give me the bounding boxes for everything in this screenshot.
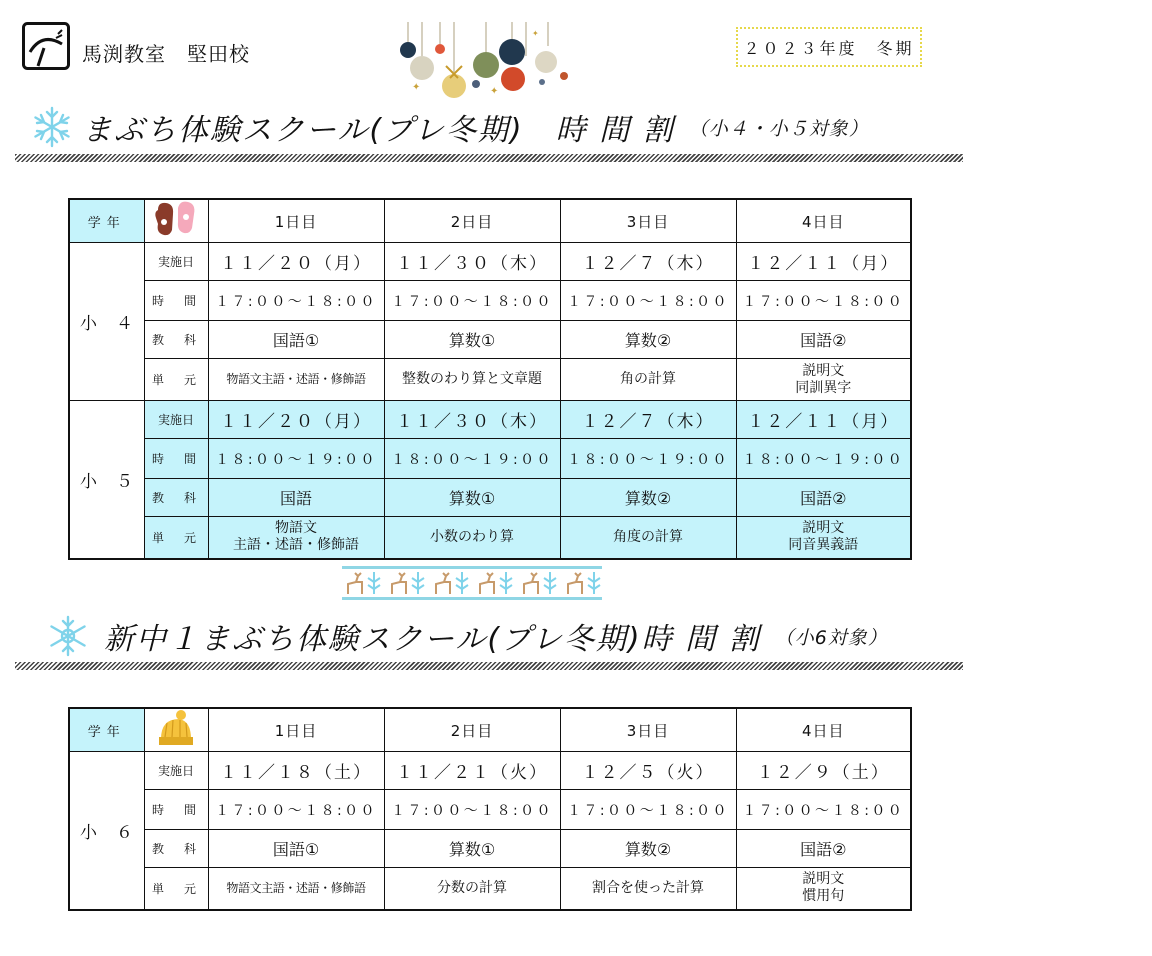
time-cell: １８:００～１９:００ xyxy=(736,439,911,479)
row-label-time: 時 間 xyxy=(144,281,208,321)
grade-label: 小 ６ xyxy=(69,752,144,910)
grade-header: 学年 xyxy=(69,708,144,752)
day-header: 2日目 xyxy=(384,199,560,243)
date-cell: １２／７（木） xyxy=(560,243,736,281)
time-cell: １７:００～１８:００ xyxy=(736,790,911,830)
section-title-row xyxy=(30,105,869,149)
time-cell: １７:００～１８:００ xyxy=(384,281,560,321)
date-cell: １２／１１（月） xyxy=(736,243,911,281)
unit-cell: 説明文 同訓異字 xyxy=(736,359,911,401)
unit-cell: 分数の計算 xyxy=(384,868,560,910)
unit-cell: 角の計算 xyxy=(560,359,736,401)
mittens-icon xyxy=(152,200,200,238)
time-cell: １７:００～１８:００ xyxy=(560,790,736,830)
row-label-unit: 単 元 xyxy=(144,517,208,559)
snowflake-icon xyxy=(46,614,90,658)
svg-text:✦: ✦ xyxy=(532,29,539,38)
time-cell: １７:００～１８:００ xyxy=(736,281,911,321)
school-logo-icon xyxy=(22,22,70,70)
unit-cell: 小数のわり算 xyxy=(384,517,560,559)
row-label-unit: 単 元 xyxy=(144,868,208,910)
row-label-time: 時 間 xyxy=(144,790,208,830)
day-header: 1日目 xyxy=(208,199,384,243)
time-cell: １７:００～１８:００ xyxy=(208,281,384,321)
date-cell: １２／５（火） xyxy=(560,752,736,790)
row-label-subject: 教 科 xyxy=(144,321,208,359)
unit-cell: 物語文 主語・述語・修飾語 xyxy=(208,517,384,559)
row-label-date: 実施日 xyxy=(144,752,208,790)
subject-cell: 算数① xyxy=(384,479,560,517)
date-cell: １１／２０（月） xyxy=(208,243,384,281)
time-cell: １８:００～１９:００ xyxy=(208,439,384,479)
title-underline xyxy=(15,662,963,670)
row-label-unit: 単 元 xyxy=(144,359,208,401)
header-icon-cell xyxy=(144,199,208,243)
grade-header: 学年 xyxy=(69,199,144,243)
subject-cell: 国語 xyxy=(208,479,384,517)
row-label-subject: 教 科 xyxy=(144,830,208,868)
unit-cell: 整数のわり算と文章題 xyxy=(384,359,560,401)
date-cell: １１／２１（火） xyxy=(384,752,560,790)
svg-text:✦: ✦ xyxy=(490,86,499,97)
section-subtitle: （小6対象） xyxy=(774,626,888,649)
date-cell: １１／２０（月） xyxy=(208,401,384,439)
unit-cell: 物語文主語・述語・修飾語 xyxy=(208,359,384,401)
unit-cell: 説明文 同音異義語 xyxy=(736,517,911,559)
time-cell: １８:００～１９:００ xyxy=(384,439,560,479)
unit-cell: 説明文 慣用句 xyxy=(736,868,911,910)
unit-cell: 物語文主語・述語・修飾語 xyxy=(208,868,384,910)
row-label-date: 実施日 xyxy=(144,401,208,439)
date-cell: １１／３０（木） xyxy=(384,401,560,439)
subject-cell: 国語① xyxy=(208,321,384,359)
date-cell: １２／１１（月） xyxy=(736,401,911,439)
date-cell: １２／９（土） xyxy=(736,752,911,790)
header-icon-cell xyxy=(144,708,208,752)
subject-cell: 国語① xyxy=(208,830,384,868)
day-header: 4日目 xyxy=(736,708,911,752)
school-name: 馬渕教室 堅田校 xyxy=(82,42,250,66)
nordic-border-decoration xyxy=(342,566,602,600)
subject-cell: 算数② xyxy=(560,830,736,868)
row-label-date: 実施日 xyxy=(144,243,208,281)
time-cell: １７:００～１８:００ xyxy=(384,790,560,830)
subject-cell: 算数② xyxy=(560,321,736,359)
subject-cell: 算数② xyxy=(560,479,736,517)
time-cell: １７:００～１８:００ xyxy=(560,281,736,321)
time-cell: １８:００～１９:００ xyxy=(560,439,736,479)
timetable-grade4-5 xyxy=(68,198,912,560)
christmas-ornaments-icon xyxy=(392,22,582,102)
section-title: 新中１まぶち体験スクール(プレ冬期)時 間 割 xyxy=(104,622,761,657)
day-header: 3日目 xyxy=(560,708,736,752)
date-cell: １１／３０（木） xyxy=(384,243,560,281)
row-label-time: 時 間 xyxy=(144,439,208,479)
subject-cell: 国語② xyxy=(736,479,911,517)
row-label-subject: 教 科 xyxy=(144,479,208,517)
subject-cell: 算数① xyxy=(384,830,560,868)
subject-cell: 国語② xyxy=(736,830,911,868)
snowflake-icon xyxy=(30,105,74,149)
day-header: 4日目 xyxy=(736,199,911,243)
subject-cell: 国語② xyxy=(736,321,911,359)
grade-label: 小 ４ xyxy=(69,243,144,401)
day-header: 3日目 xyxy=(560,199,736,243)
section-subtitle: （小４・小５対象） xyxy=(688,117,869,140)
day-header: 2日目 xyxy=(384,708,560,752)
section-title-row xyxy=(46,614,888,658)
timetable-grade6 xyxy=(68,707,912,911)
date-cell: １１／１８（土） xyxy=(208,752,384,790)
grade-label: 小 ５ xyxy=(69,401,144,559)
time-cell: １７:００～１８:００ xyxy=(208,790,384,830)
unit-cell: 角度の計算 xyxy=(560,517,736,559)
svg-text:✦: ✦ xyxy=(412,82,421,93)
subject-cell: 算数① xyxy=(384,321,560,359)
date-cell: １２／７（木） xyxy=(560,401,736,439)
unit-cell: 割合を使った計算 xyxy=(560,868,736,910)
section-title: まぶち体験スクール(プレ冬期) 時 間 割 xyxy=(82,113,675,148)
term-badge: ２０２３年度 冬期 xyxy=(736,27,922,67)
day-header: 1日目 xyxy=(208,708,384,752)
title-underline xyxy=(15,154,963,162)
knit-hat-icon xyxy=(155,709,197,747)
